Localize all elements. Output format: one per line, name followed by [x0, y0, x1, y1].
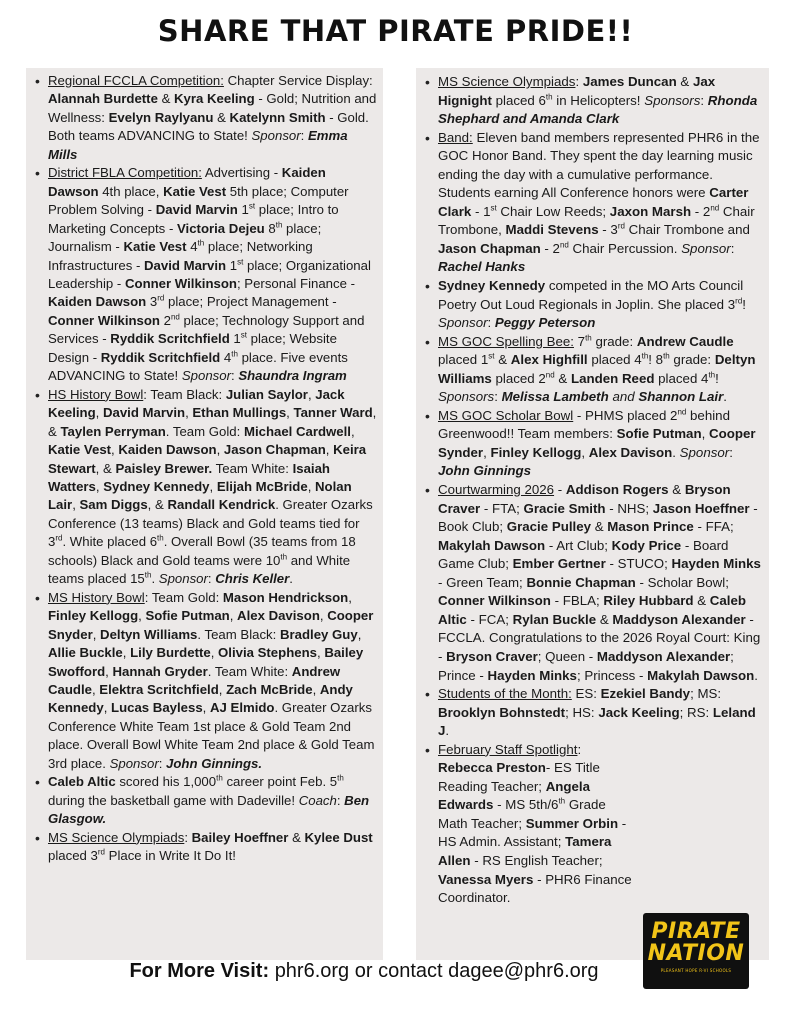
right-column-panel — [416, 68, 769, 960]
list-item: • MS GOC Scholar Bowl - PHMS placed 2nd behind Greenwood!! Team members: Sofie Putman, Cooper Synder, Finley Kellogg, Alex Davison. Sponsor: John Ginnings — [438, 407, 763, 481]
list-item: • District FBLA Competition: Advertising - Kaiden Dawson 4th place, Katie Vest 5th place; Computer Problem Solving - David Marvin 1st place; Intro to Marketing Concepts - Victoria Dejeu 8th place; Journalism - Katie Vest 4th place; Networking Infrastructures - David Marvin 1st place; Organizational Leadership - Conner Wilkinson; Personal Finance - Kaiden Dawson 3rd place; Project Management - Conner Wilkinson 2nd place; Technology Support and Services - Ryddik Scritchfield 1st place; Website Design - Ryddik Scritchfield 4th place. Five events ADVANCING to State! Sponsor: Shaundra Ingram — [48, 164, 377, 385]
page-title: SHARE THAT PIRATE PRIDE!! — [157, 14, 634, 48]
left-news-list — [32, 72, 377, 865]
list-item: • Courtwarming 2026 - Addison Rogers & Bryson Craver - FTA; Gracie Smith - NHS; Jason Hoeffner - Book Club; Gracie Pulley & Mason Prince - FFA; Makylah Dawson - Art Club; Kody Price - Board Game Club; Ember Gertner - STUCO; Hayden Minks - Green Team; Bonnie Chapman - Scholar Bowl; Conner Wilkinson - FBLA; Riley Hubbard & Caleb Altic - FCA; Rylan Buckle & Maddyson Alexander - FCCLA. Congratulations to the 2026 Royal Court: King - Bryson Craver; Queen - Maddyson Alexander; Prince - Hayden Minks; Princess - Makylah Dawson. — [438, 481, 763, 685]
footer-contact — [0, 960, 728, 983]
right-news-list — [422, 73, 763, 908]
list-item: • February Staff Spotlight: Rebecca Preston- ES Title Reading Teacher; Angela Edwards - MS 5th/6th Grade Math Teacher; Summer Orbin - HS Admin. Assistant; Tamera Allen - RS English Teacher; Vanessa Myers - PHR6 Finance Coordinator. — [438, 741, 638, 908]
logo-line-1: PIRATE — [651, 919, 741, 944]
list-item: • Students of the Month: ES: Ezekiel Bandy; MS: Brooklyn Bohnstedt; HS: Jack Keeling; RS: Leland J. — [438, 685, 763, 741]
logo-tagline: PLEASANT HOPE R-VI SCHOOLS — [660, 968, 732, 973]
list-item: • Regional FCCLA Competition: Chapter Service Display: Alannah Burdette & Kyra Keeling - Gold; Nutrition and Wellness: Evelyn Raylyanu & Katelynn Smith - Gold. Both teams ADVANCING to State! Sponsor: Emma Mills — [48, 72, 377, 164]
list-item: • MS Science Olympiads: Bailey Hoeffner & Kylee Dust placed 3rd Place in Write It Do It! — [48, 829, 377, 866]
footer-lead: For More Visit: — [129, 960, 270, 982]
list-item: • MS GOC Spelling Bee: 7th grade: Andrew Caudle placed 1st & Alex Highfill placed 4th! 8th grade: Deltyn Williams placed 2nd & Landen Reed placed 4th! Sponsors: Melissa Lambeth and Shannon Lair. — [438, 333, 763, 407]
list-item: • HS History Bowl: Team Black: Julian Saylor, Jack Keeling, David Marvin, Ethan Mullings, Tanner Ward, & Taylen Perryman. Team Gold: Michael Cardwell, Katie Vest, Kaiden Dawson, Jason Chapman, Keira Stewart, & Paisley Brewer. Team White: Isaiah Watters, Sydney Kennedy, Elijah McBride, Nolan Lair, Sam Diggs, & Randall Kendrick. Greater Ozarks Conference (13 teams) Black and Gold teams tied for 3rd. White placed 6th. Overall Bowl (35 teams from 18 schools) Black and Gold teams were 10th and White teams placed 15th. Sponsor: Chris Keller. — [48, 386, 377, 589]
list-item: • Band: Eleven band members represented PHR6 in the GOC Honor Band. They spent the day learning music ending the day with a cumulative performance. Students earning All Conference honors were Carter Clark - 1st Chair Low Reeds; Jaxon Marsh - 2nd Chair Trombone, Maddi Stevens - 3rd Chair Trombone and Jason Chapman - 2nd Chair Percussion. Sponsor: Rachel Hanks — [438, 129, 763, 277]
logo-line-2: NATION — [647, 941, 745, 966]
footer-link[interactable]: phr6.org or contact dagee@phr6.org — [274, 960, 599, 982]
list-item: • Caleb Altic scored his 1,000th career point Feb. 5th during the basketball game with Dadeville! Coach: Ben Glasgow. — [48, 773, 377, 828]
left-column-panel — [26, 68, 383, 960]
list-item: • MS History Bowl: Team Gold: Mason Hendrickson, Finley Kellogg, Sofie Putman, Alex Davison, Cooper Snyder, Deltyn Williams. Team Black: Bradley Guy, Allie Buckle, Lily Burdette, Olivia Stephens, Bailey Swofford, Hannah Gryder. Team White: Andrew Caudle, Elektra Scritchfield, Zach McBride, Andy Kennedy, Lucas Bayless, AJ Elmido. Greater Ozarks Conference White Team 1st place & Gold Team 2nd place. Overall Bowl White Team 2nd place & Gold Team 3rd place. Sponsor: John Ginnings. — [48, 589, 377, 774]
list-item: • Sydney Kennedy competed in the MO Arts Council Poetry Out Loud Regionals in Joplin. She placed 3rd! Sponsor: Peggy Peterson — [438, 277, 763, 333]
list-item: • MS Science Olympiads: James Duncan & Jax Hignight placed 6th in Helicopters! Sponsors: Rhonda Shephard and Amanda Clark — [438, 73, 763, 129]
